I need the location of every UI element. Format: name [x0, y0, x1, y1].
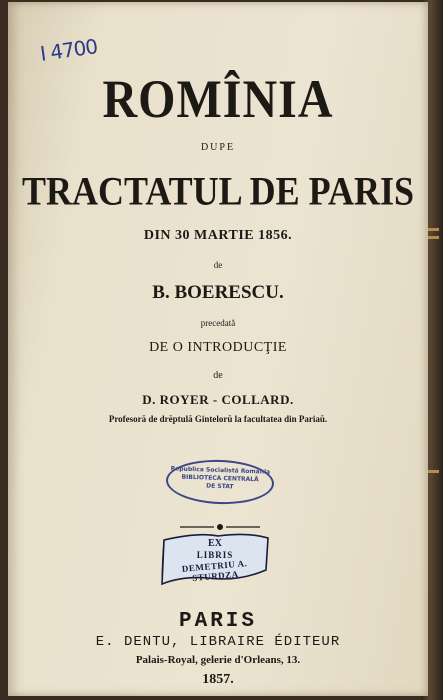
intro-author-name: D. ROYER - COLLARD.	[142, 392, 294, 407]
introduction-label: DE O INTRODUCŢIE	[149, 340, 287, 355]
ex-libris-line-3: DEMETRIU A. STURDZA	[181, 558, 248, 583]
ex-libris-line-2: LIBRIS	[196, 550, 234, 560]
publisher-name: E. DENTU, LIBRAIRE ÉDITEUR	[95, 634, 341, 650]
stamp-line-1: Republica Socialistă România	[170, 465, 271, 476]
by-label: de	[213, 260, 223, 270]
title-page	[8, 2, 428, 696]
intro-author-title: Profesoră de drĕptulă Gintelorŭ la facultatea din Pariaŭ.	[108, 414, 328, 424]
subtitle-dupe: DUPE	[200, 142, 236, 153]
treaty-title: TRACTATUL DE PARIS	[21, 168, 415, 214]
publication-city: PARIS	[178, 610, 257, 633]
ex-libris-label	[158, 530, 272, 588]
author-name: B. BOERESCU.	[152, 282, 284, 303]
preceded-label: precedată	[200, 318, 236, 328]
publisher-address: Palais-Royal, gelerie d'Orleans, 13.	[135, 654, 301, 666]
publication-year: 1857.	[202, 672, 234, 687]
library-stamp	[165, 458, 274, 506]
ex-libris-line-1: EX	[208, 538, 222, 549]
stamp-line-3: DE STAT	[206, 482, 234, 491]
stamp-line-2: BIBLIOTECA CENTRALĂ	[181, 473, 259, 484]
book-title: ROMÎNIA	[102, 69, 334, 130]
treaty-date: DIN 30 MARTIE 1856.	[143, 228, 293, 243]
handwritten-catalog-number: I 4700	[38, 34, 99, 66]
intro-by-label: de	[213, 370, 223, 381]
